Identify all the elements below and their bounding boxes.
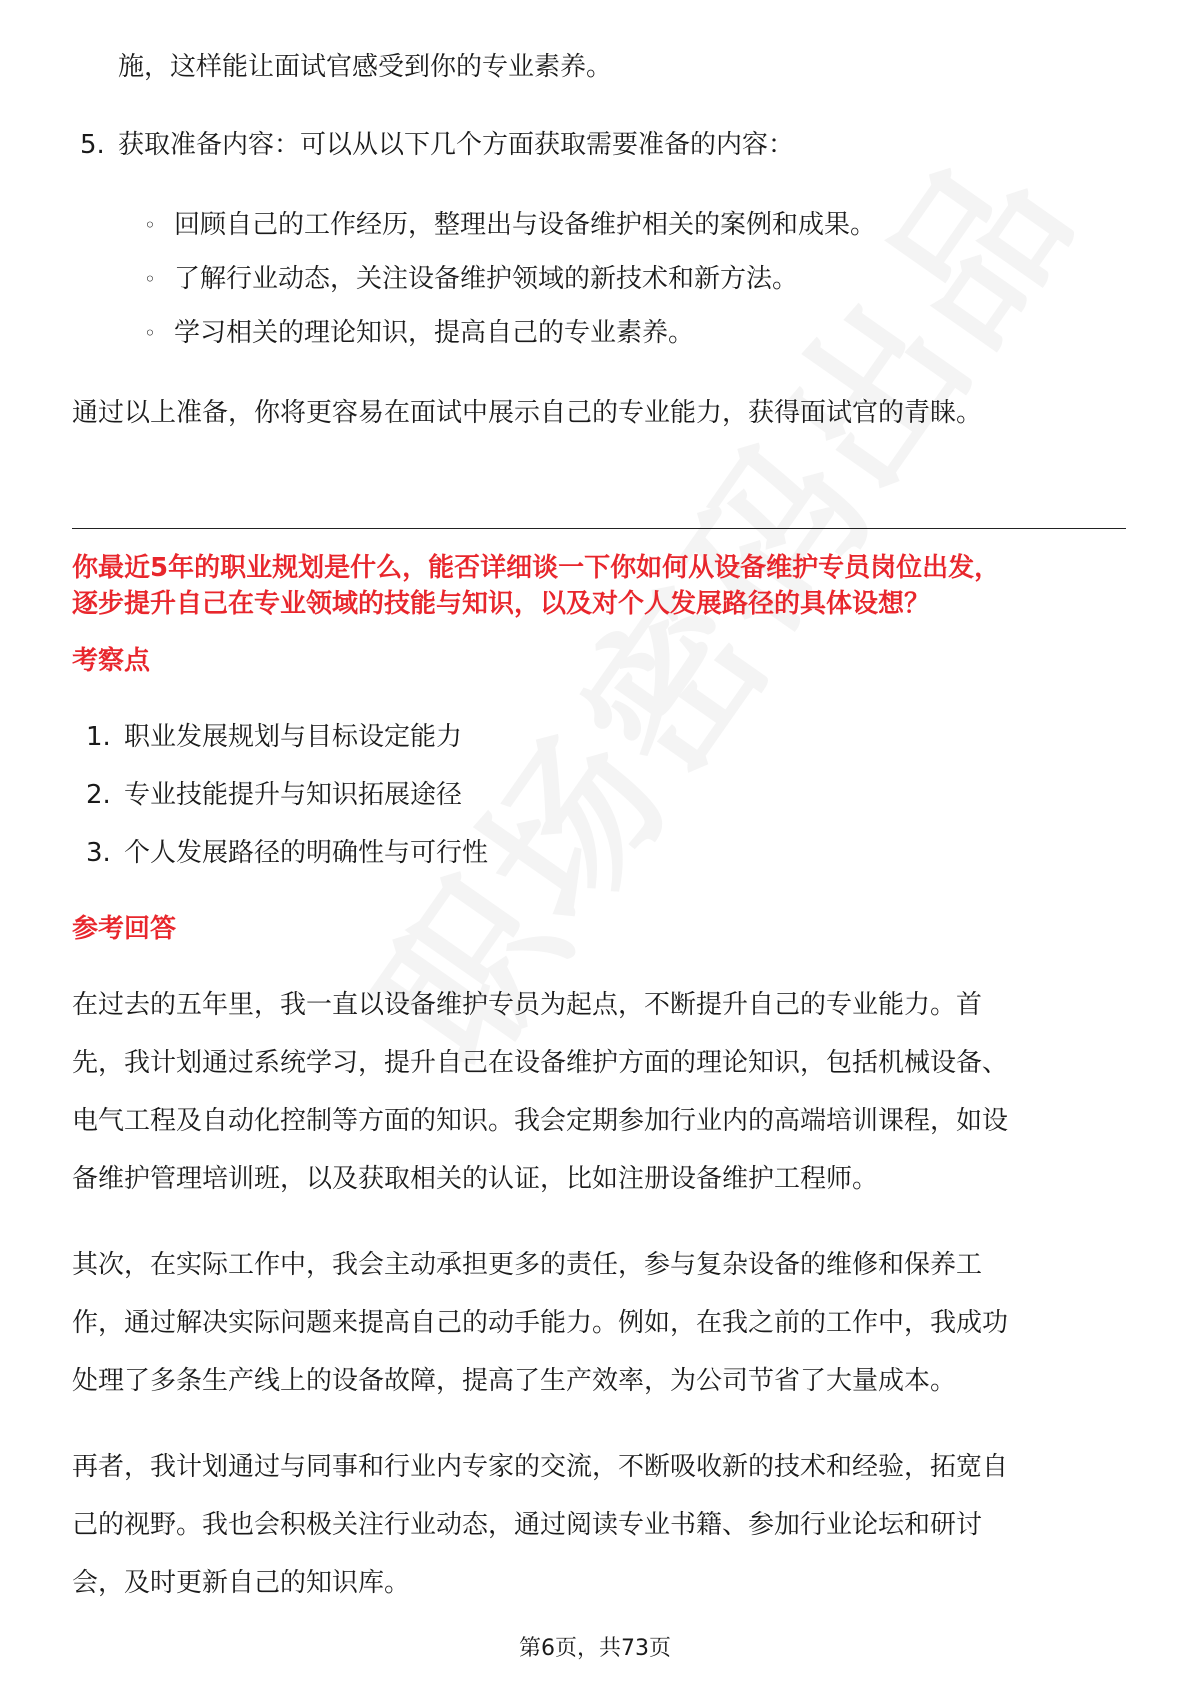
kaochadian-heading: 考察点	[72, 646, 151, 676]
bullet-marker: ◦	[144, 321, 156, 345]
list-item-number: 3.	[86, 838, 111, 868]
paragraph-line: 作，通过解决实际问题来提高自己的动手能力。例如，在我之前的工作中，我成功	[72, 1308, 1009, 1338]
list-item: 职业发展规划与目标设定能力	[124, 722, 463, 752]
answer-heading: 参考回答	[72, 914, 177, 944]
list-item: 专业技能提升与知识拓展途径	[124, 780, 463, 810]
conclusion-paragraph: 通过以上准备，你将更容易在面试中展示自己的专业能力，获得面试官的青睐。	[72, 398, 983, 428]
list-item-5-text: 获取准备内容：可以从以下几个方面获取需要准备的内容：	[118, 130, 795, 160]
paragraph-line: 电气工程及自动化控制等方面的知识。我会定期参加行业内的高端培训课程，如设	[72, 1106, 1009, 1136]
section-divider	[72, 528, 1126, 529]
list-item: 个人发展路径的明确性与可行性	[124, 838, 489, 868]
paragraph-line: 己的视野。我也会积极关注行业动态，通过阅读专业书籍、参加行业论坛和研讨	[72, 1510, 983, 1540]
bullet-marker: ◦	[144, 267, 156, 291]
paragraph-line: 会，及时更新自己的知识库。	[72, 1568, 411, 1598]
paragraph-line: 先，我计划通过系统学习，提升自己在设备维护方面的理论知识，包括机械设备、	[72, 1048, 1009, 1078]
question-line-1: 你最近5年的职业规划是什么，能否详细谈一下你如何从设备维护专员岗位出发，	[72, 553, 1001, 583]
bullet-item: 了解行业动态，关注设备维护领域的新技术和新方法。	[174, 264, 799, 294]
paragraph-line: 备维护管理培训班，以及获取相关的认证，比如注册设备维护工程师。	[72, 1164, 879, 1194]
answer-paragraph-1	[72, 976, 1122, 1208]
answer-paragraph-3	[72, 1438, 1122, 1612]
paragraph-line: 其次，在实际工作中，我会主动承担更多的责任，参与复杂设备的维修和保养工	[72, 1250, 983, 1280]
answer-paragraph-2	[72, 1236, 1122, 1410]
bullet-item: 回顾自己的工作经历，整理出与设备维护相关的案例和成果。	[174, 210, 877, 240]
paragraph-line: 再者，我计划通过与同事和行业内专家的交流，不断吸收新的技术和经验，拓宽自	[72, 1452, 1009, 1482]
bullet-item: 学习相关的理论知识，提高自己的专业素养。	[174, 318, 695, 348]
page-number-footer: 第6页，共73页	[519, 1636, 671, 1661]
paragraph-line: 处理了多条生产线上的设备故障，提高了生产效率，为公司节省了大量成本。	[72, 1366, 957, 1396]
list-item-5-number: 5.	[80, 130, 105, 160]
paragraph-line: 在过去的五年里，我一直以设备维护专员为起点，不断提升自己的专业能力。首	[72, 990, 983, 1020]
list-item-number: 2.	[86, 780, 111, 810]
continuation-line: 施，这样能让面试官感受到你的专业素养。	[118, 52, 613, 82]
list-item-number: 1.	[86, 722, 111, 752]
question-line-2: 逐步提升自己在专业领域的技能与知识，以及对个人发展路径的具体设想？	[72, 589, 931, 619]
bullet-marker: ◦	[144, 213, 156, 237]
